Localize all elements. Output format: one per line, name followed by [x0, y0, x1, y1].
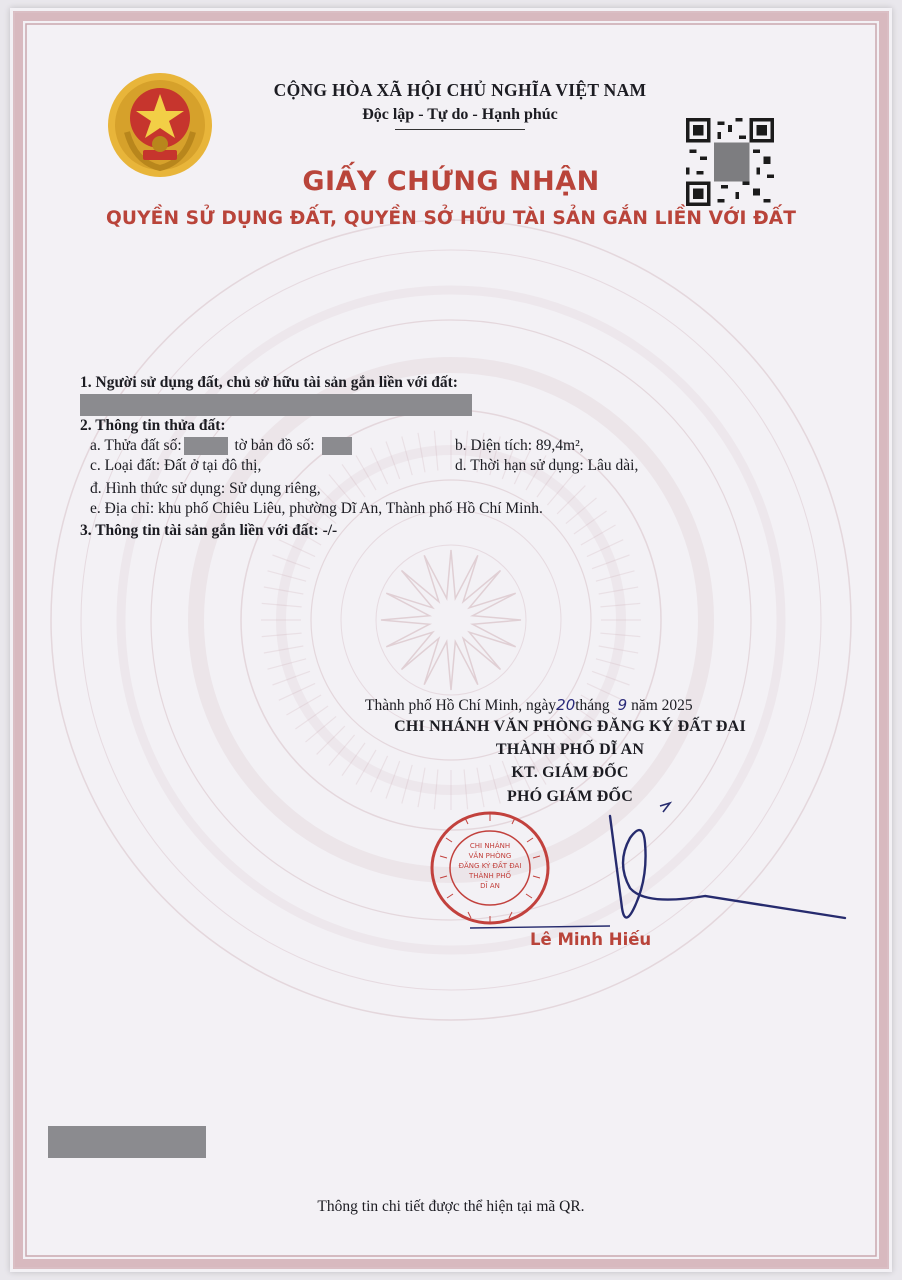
- issue-month: 9: [617, 696, 628, 714]
- map-sheet-label: tờ bản đồ số:: [234, 437, 315, 454]
- area-line: b. Diện tích: 89,4m²,: [455, 437, 584, 454]
- serial-number-redaction: [48, 1126, 206, 1158]
- parcel-number-line: [90, 436, 352, 455]
- section1-heading: 1. Người sử dụng đất, chủ sở hữu tài sản gắn liền với đất:: [80, 374, 458, 391]
- seal-text-line-4: THÀNH PHỐ: [468, 872, 512, 880]
- seal-text-line-5: DĨ AN: [480, 882, 500, 890]
- parcel-number-label: a. Thửa đất số:: [90, 437, 182, 454]
- nation-title: CỘNG HÒA XÃ HỘI CHỦ NGHĨA VIỆT NAM: [273, 80, 647, 100]
- issuing-agency-city: THÀNH PHỐ DĨ AN: [495, 741, 645, 758]
- parcel-number-redaction: [184, 437, 228, 455]
- signer-name: Lê Minh Hiếu: [530, 930, 652, 949]
- seal-text-line-1: CHI NHÁNH: [469, 842, 511, 850]
- motto-underline: [395, 129, 525, 130]
- certificate-title: GIẤY CHỨNG NHẬN: [302, 166, 600, 197]
- seal-text-line-3: ĐĂNG KÝ ĐẤT ĐAI: [458, 862, 522, 870]
- section2-heading: 2. Thông tin thửa đất:: [80, 417, 226, 434]
- issue-month-label: tháng: [575, 697, 610, 714]
- issue-place-date: [365, 696, 693, 715]
- term-line: d. Thời hạn sử dụng: Lâu dài,: [455, 457, 639, 474]
- national-motto: Độc lập - Tự do - Hạnh phúc: [362, 106, 558, 123]
- section3-heading: 3. Thông tin tài sản gắn liền với đất: -/-: [80, 522, 338, 539]
- issuing-agency-name: CHI NHÁNH VĂN PHÒNG ĐĂNG KÝ ĐẤT ĐAI: [394, 718, 746, 735]
- address-line: e. Địa chỉ: khu phố Chiêu Liêu, phường Dĩ An, Thành phố Hồ Chí Minh.: [90, 500, 543, 517]
- handwritten-signature: [460, 788, 850, 938]
- issue-year: năm 2025: [631, 697, 693, 714]
- land-type-line: c. Loại đất: Đất ở tại đô thị,: [90, 457, 262, 474]
- seal-text-line-2: VĂN PHÒNG: [468, 852, 512, 860]
- issue-day: 20: [556, 696, 576, 714]
- issue-place-label: Thành phố Hồ Chí Minh, ngày: [365, 697, 557, 714]
- map-sheet-redaction: [322, 437, 352, 455]
- national-emblem-icon: [105, 70, 215, 180]
- usage-form-line: đ. Hình thức sử dụng: Sử dụng riêng,: [90, 480, 321, 497]
- deputy-director-title: PHÓ GIÁM ĐỐC: [507, 788, 633, 805]
- certificate-subtitle: QUYỀN SỬ DỤNG ĐẤT, QUYỀN SỞ HỮU TÀI SẢN GẮN LIỀN VỚI ĐẤT: [105, 208, 797, 229]
- owner-name-redaction: [80, 394, 472, 416]
- qr-note: Thông tin chi tiết được thể hiện tại mã QR.: [317, 1198, 585, 1215]
- certificate-page: [10, 8, 892, 1272]
- on-behalf-title: KT. GIÁM ĐỐC: [511, 764, 629, 781]
